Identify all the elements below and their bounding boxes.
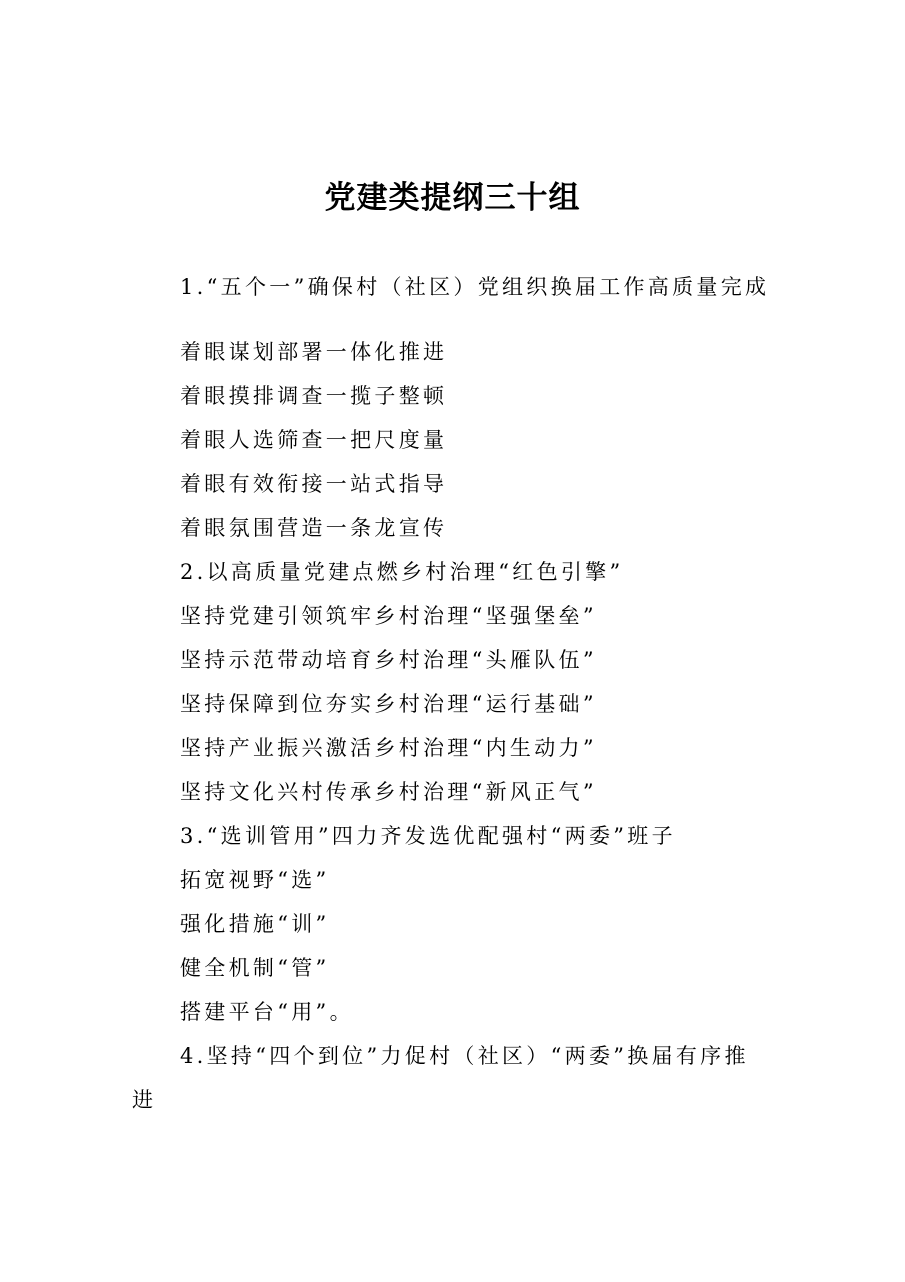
document-title: 党建类提纲三十组 [324,180,581,216]
list-item: 着眼摸排调查一揽子整顿 [180,384,448,408]
list-item: 着眼谋划部署一体化推进 [180,340,448,364]
list-item: 拓宽视野“选” [180,868,330,892]
heading-4: 4.坚持“四个到位”力促村（社区）“两委”换届有序推 [180,1044,749,1068]
heading-3: 3.“选训管用”四力齐发选优配强村“两委”班子 [180,824,676,848]
list-item: 强化措施“训” [180,912,330,936]
heading-2: 2.以高质量党建点燃乡村治理“红色引擎” [180,560,624,584]
heading-4-continuation: 进 [132,1088,153,1112]
list-item: 着眼氛围营造一条龙宣传 [180,516,448,540]
list-item: 坚持保障到位夯实乡村治理“运行基础” [180,692,597,716]
list-item: 坚持产业振兴激活乡村治理“内生动力” [180,736,597,760]
list-item: 搭建平台“用”。 [180,1000,354,1024]
list-item: 着眼人选筛查一把尺度量 [180,428,448,452]
list-item: 坚持党建引领筑牢乡村治理“坚强堡垒” [180,604,597,628]
list-item: 健全机制“管” [180,956,330,980]
list-item: 坚持文化兴村传承乡村治理“新风正气” [180,780,597,804]
list-item: 着眼有效衔接一站式指导 [180,472,448,496]
list-item: 坚持示范带动培育乡村治理“头雁队伍” [180,648,597,672]
heading-1: 1.“五个一”确保村（社区）党组织换届工作高质量完成 [180,275,770,299]
